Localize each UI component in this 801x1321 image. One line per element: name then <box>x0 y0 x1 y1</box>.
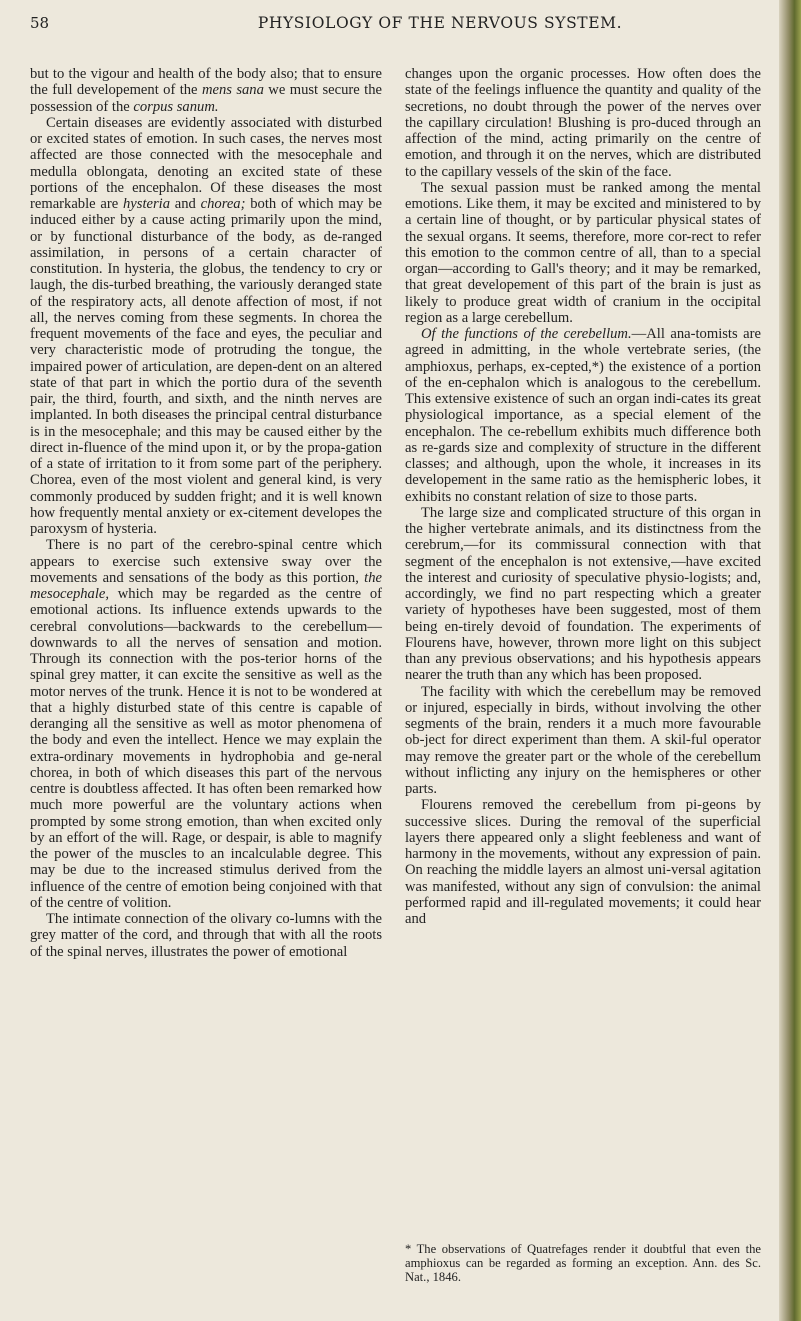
page-header <box>30 14 770 38</box>
paragraph: Flourens removed the cerebellum from pi-geons by successive slices. During the removal of the superficial layers there appeared only a slight feebleness and want of harmony in the movements, without any expression of pain. On reaching the middle layers an almost uni-versal agitation was manifested, without any sign of convulsion: the animal performed rapid and ill-regulated movements; it could hear and <box>405 797 761 927</box>
left-column <box>30 66 382 960</box>
paragraph: Certain diseases are evidently associated with disturbed or excited states of emotion. In such cases, the nerves most affected are those connected with the mesocephale and medulla oblongata, denoting an excited state of these portions of the encephalon. Of these diseases the most remarkable are hysteria and chorea; both of which may be induced either by a cause acting primarily upon the mind, or by functional disturbance of the body, as de-ranged assimilation, in persons of a certain character of constitution. In hysteria, the globus, the tendency to cry or laugh, the dis-turbed breathing, the variously deranged state of the respiratory acts, all denote affection of most, if not all, the nerves coming from these segments. In chorea the frequent movements of the face and eyes, the peculiar and very characteristic mode of protruding the tongue, the impaired power of articulation, are depen-dent on an altered state of that part in which the portio dura of the seventh pair, the third, fourth, and sixth, and the ninth nerves are implanted. In both diseases the principal central disturbance is in the mesocephale; and this may be caused either by the direct in-fluence of the mind upon it, or by the propa-gation of a state of irritation to it from some part of the periphery. Chorea, even of the most violent and general kind, is very commonly produced by sudden fright; and it is well known how frequently mental anxiety or ex-citement developes the paroxysm of hysteria. <box>30 114 382 537</box>
page-number: 58 <box>30 14 50 32</box>
paragraph: The facility with which the cerebellum may be removed or injured, especially in birds, without involving the other segments of the brain, renders it a much more favourable ob-ject for direct experiment than them. A skil-ful operator may remove the greater part or the whole of the cerebellum without inflicting any injury on the hemispheres or other parts. <box>405 683 761 797</box>
paragraph: There is no part of the cerebro-spinal centre which appears to exercise such extensive sway over the movements and sensations of the body as this portion, the mesocephale, which may be regarded as the centre of emotional actions. Its influence extends upwards to the cerebral convolutions—backwards to the cerebellum—downwards to all the nerves of sensation and motion. Through its connection with the pos-terior horns of the spinal grey matter, it can excite the sensitive as well as the motor nerves of the trunk. Hence it is not to be wondered at that a highly disturbed state of this centre is capable of deranging all the sensitive as well as motor phenomena of the body and even the intellect. Hence we may explain the extra-ordinary movements in hydrophobia and ge-neral chorea, in both of which diseases this part of the nervous centre is doubtless affected. It has often been remarked how much more powerful are the voluntary actions when prompted by some strong emotion, than when excited only by an effort of the will. Rage, or despair, is able to magnify the power of the muscles to an incalculable degree. This may be due to the increased stimulus derived from the influence of the centre of emotion being conjoined with that of the centre of volition. <box>30 537 382 911</box>
paragraph: but to the vigour and health of the body also; that to ensure the full developement of the mens sana we must secure the possession of the corpus sanum. <box>30 66 382 115</box>
paragraph: changes upon the organic processes. How often does the state of the feelings influence the quantity and quality of the secretions, no doubt through the power of the nerves over the capillary circulation! Blushing is pro-duced through an affection of the mind, acting primarily on the centre of emotion, and through it on the nerves, which are distributed to the capillary vessels of the skin of the face. <box>405 66 761 180</box>
paragraph: The sexual passion must be ranked among the mental emotions. Like them, it may be excited and ministered to by a certain line of thought, or by particular physical states of the sexual organs. It seems, therefore, more cor-rect to refer this emotion to the common centre of all, than to a special organ—according to Gall's theory; and it may be remarked, that great developement of this part of the brain is just as likely to produce great width of cranium in the occipital region as a large cerebellum. <box>405 179 761 326</box>
right-column <box>405 66 761 927</box>
paragraph: The large size and complicated structure of this organ in the higher vertebrate animals, and its distinctness from the cerebrum,—for its commissural connection with that segment of the encephalon is not extensive,—have excited the interest and curiosity of speculative physio-logists; and, accordingly, we find no part respecting which a greater variety of hypotheses have been suggested, most of them being en-tirely devoid of foundation. The experiments of Flourens have, however, thrown more light on this subject than any previous observations; and his hypothesis appears nearer the truth than any which has been proposed. <box>405 504 761 684</box>
page-edge <box>779 0 801 1321</box>
section-heading-paragraph: Of the functions of the cerebellum.—All ana-tomists are agreed in admitting, in the whole vertebrate series, (the amphioxus, perhaps, ex-cepted,*) the existence of a portion of the en-cephalon which is analogous to the cerebellum. This extensive existence of such an organ indi-cates its great physiological importance, as a special element of the encephalon. The ce-rebellum exhibits much difference both as re-gards size and complexity of structure in the different classes; and although, upon the whole, it increases in its developement in the same ratio as the hemispheric lobes, it exhibits no constant relation of size to those parts. <box>405 326 761 505</box>
footnote: * The observations of Quatrefages render it doubtful that even the amphioxus can be regarded as forming an exception. Ann. des Sc. Nat., 1846. <box>405 1242 761 1284</box>
paragraph: The intimate connection of the olivary co-lumns with the grey matter of the cord, and through that with all the roots of the spinal nerves, illustrates the power of emotional <box>30 911 382 960</box>
section-heading: Of the functions of the cerebellum. <box>421 326 632 342</box>
running-title: PHYSIOLOGY OF THE NERVOUS SYSTEM. <box>257 14 623 32</box>
